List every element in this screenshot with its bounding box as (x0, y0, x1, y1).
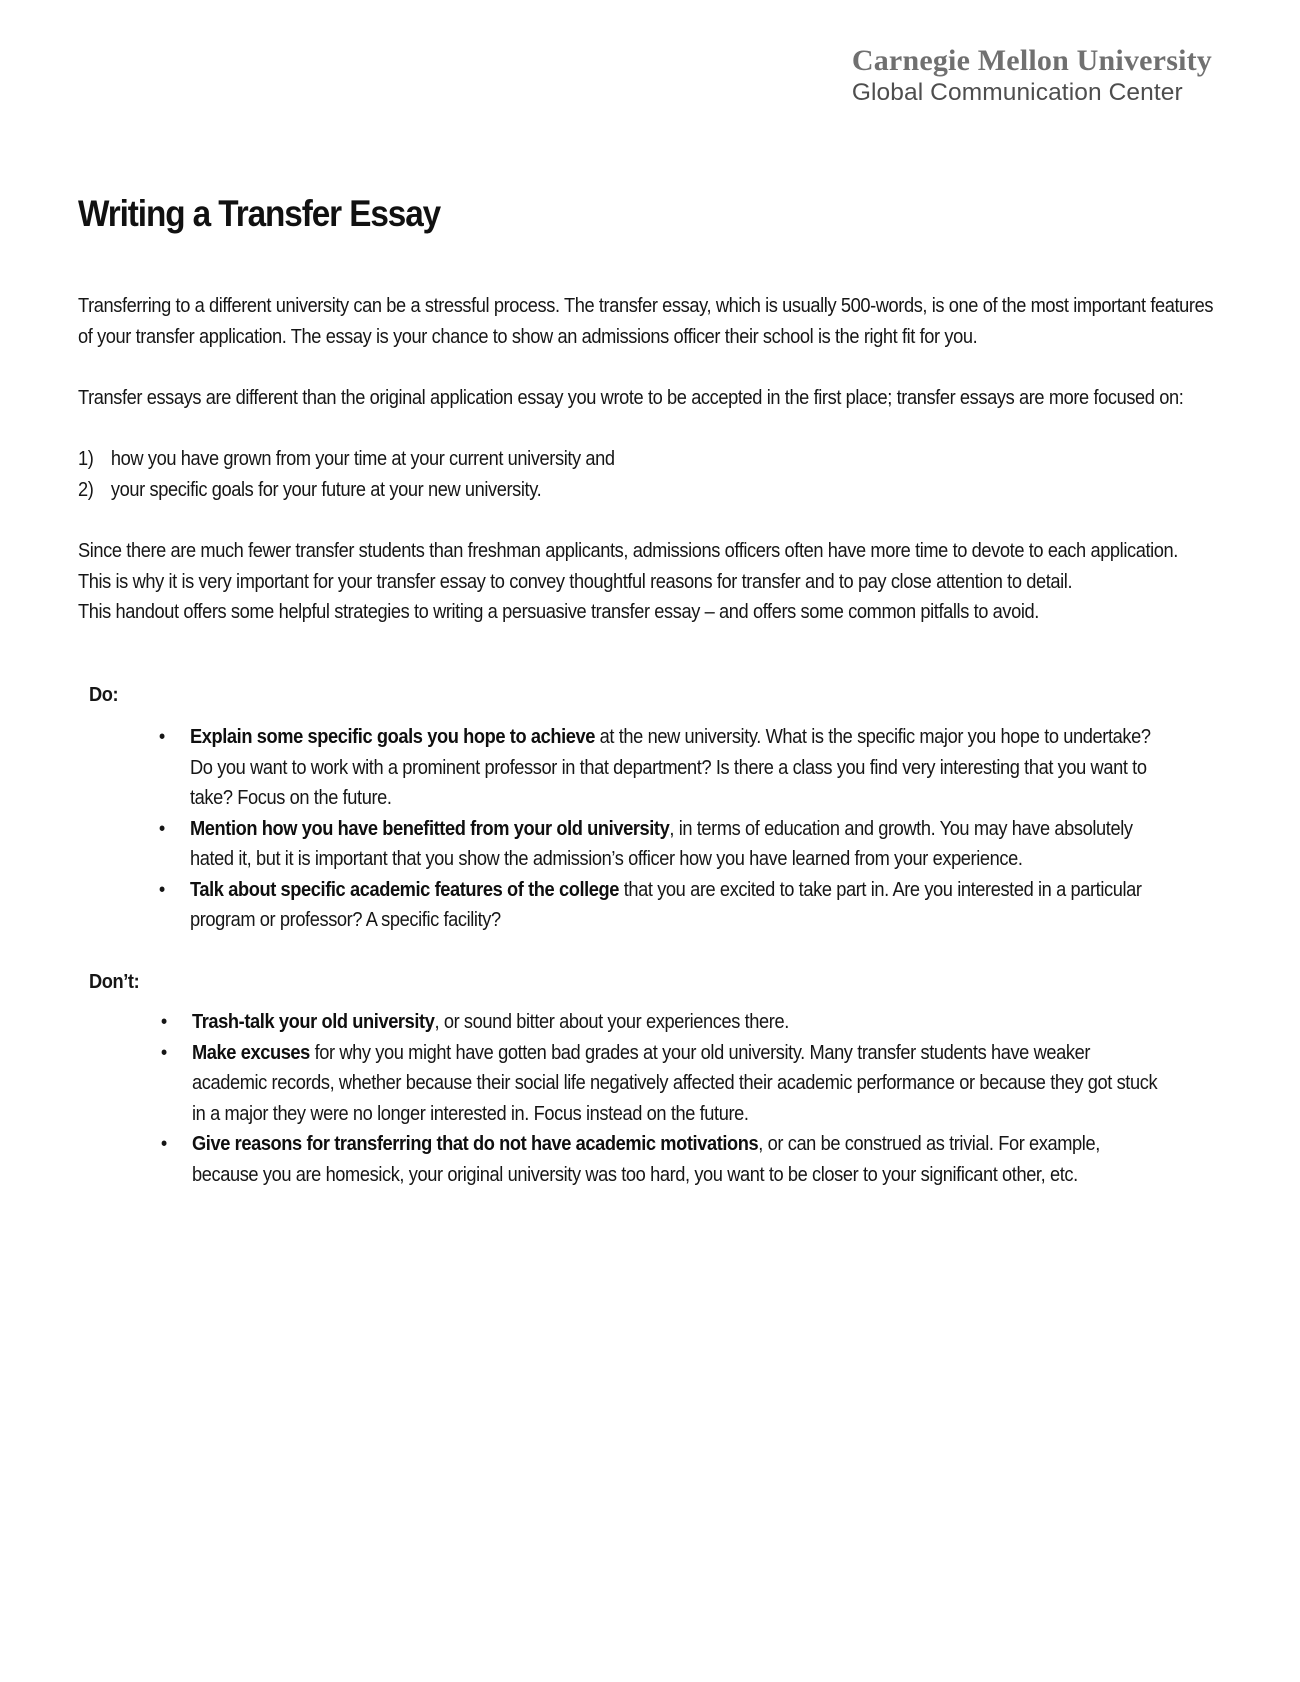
do-item-text: hated it, but it is important that you show the admission’s officer how you have learned from your experience. (190, 847, 1023, 870)
do-item-bold: Mention how you have benefitted from your old university (190, 816, 670, 840)
intro-p3-line1: Since there are much fewer transfer students than freshman applicants, admissions officers often have more time to devote to each application. (78, 539, 1178, 562)
item-text: how you have grown from your time at your current university and (110, 447, 615, 470)
do-item-text: Do you want to work with a prominent professor in that department? Is there a class you find very interesting that you want to (190, 755, 1147, 779)
dont-heading: Don’t: (89, 970, 140, 993)
bullet-icon: • (160, 1040, 167, 1064)
dont-item-bold: Trash-talk your old university (192, 1010, 435, 1033)
numbered-list (78, 444, 1253, 505)
do-item-text: , in terms of education and growth. You may have absolutely (669, 816, 1133, 840)
dont-item-text: for why you might have gotten bad grades at your old university. Many transfer students have weaker (309, 1040, 1091, 1064)
dont-item (160, 1007, 1207, 1038)
dont-item-text: , or sound bitter about your experiences there. (434, 1010, 789, 1033)
do-item-text: that you are excited to take part in. Are you interested in a particular (619, 877, 1142, 901)
bullet-icon: • (158, 877, 165, 901)
bullet-icon: • (158, 725, 165, 748)
do-item (158, 722, 1205, 814)
cmu-logo (852, 44, 1212, 108)
numbered-item (78, 444, 1253, 475)
intro-paragraph-2: Transfer essays are different than the original application essay you wrote to be accepted in the first place; transfer essays are more focused on: (78, 386, 1184, 409)
item-number: 2) (78, 477, 94, 501)
do-heading: Do: (89, 683, 119, 706)
do-list (158, 722, 1205, 936)
item-number: 1) (78, 447, 94, 470)
dont-item-text: academic records, whether because their social life negatively affected their academic performance or because they got stuck (192, 1071, 1158, 1094)
intro-paragraph-1 (78, 291, 1253, 352)
intro-paragraph-3 (78, 536, 1253, 628)
dont-item-text: in a major they were no longer interested in. Focus instead on the future. (192, 1101, 749, 1125)
bullet-icon: • (158, 816, 165, 840)
intro-p1-line2: of your transfer application. The essay is your chance to show an admissions officer their school is the right fit for you. (78, 324, 978, 348)
bullet-icon: • (160, 1010, 167, 1033)
do-item-bold: Explain some specific goals you hope to achieve (190, 725, 596, 748)
intro-p3-line3: This handout offers some helpful strategies to writing a persuasive transfer essay – and offers some common pitfalls to avoid. (78, 600, 1039, 623)
do-item-text: take? Focus on the future. (190, 786, 392, 809)
dont-item (160, 1038, 1207, 1130)
page-title: Writing a Transfer Essay (78, 193, 441, 234)
dont-item-text: because you are homesick, your original university was too hard, you want to be closer to your significant other, etc. (192, 1162, 1078, 1186)
dont-item-text: , or can be construed as trivial. For example, (758, 1132, 1100, 1155)
logo-university-name: Carnegie Mellon University (851, 44, 1212, 77)
do-item-bold: Talk about specific academic features of the college (190, 877, 620, 901)
dont-item (160, 1129, 1207, 1190)
do-item-text: at the new university. What is the specific major you hope to undertake? (595, 725, 1151, 748)
intro-p3-line2: This is why it is very important for your transfer essay to convey thoughtful reasons for transfer and to pay close attention to detail. (78, 569, 1073, 593)
do-item-text: program or professor? A specific facility? (190, 908, 501, 931)
do-item (158, 814, 1205, 875)
intro-p1-line1: Transferring to a different university can be a stressful process. The transfer essay, which is usually 500-words, is one of the most important features (78, 294, 1214, 317)
dont-item-bold: Make excuses (192, 1040, 310, 1064)
bullet-icon: • (160, 1132, 167, 1155)
dont-item-bold: Give reasons for transferring that do not have academic motivations (192, 1132, 759, 1155)
item-text: your specific goals for your future at your new university. (110, 477, 542, 501)
do-item (158, 875, 1205, 936)
dont-list (160, 1007, 1207, 1190)
numbered-item (78, 475, 1253, 506)
logo-center-name: Global Communication Center (851, 79, 1183, 106)
